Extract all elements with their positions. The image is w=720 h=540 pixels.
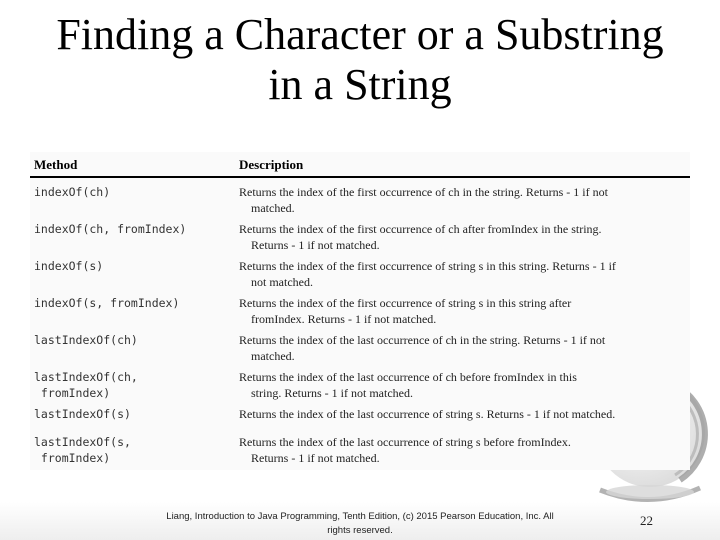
method-cell: lastIndexOf(s, fromIndex) (34, 435, 131, 465)
copyright-footer (150, 510, 570, 538)
description-line: Returns the index of the first occurrence of ch in the string. Returns - 1 if not (239, 185, 608, 199)
method-cell: indexOf(ch) (34, 185, 111, 199)
description-line: Returns the index of the first occurrence of ch after fromIndex in the string. (239, 222, 602, 236)
method-cell: indexOf(ch, fromIndex) (34, 222, 187, 236)
table-row (30, 332, 690, 369)
description-line: Returns the index of the last occurrence of string s before fromIndex. (239, 435, 571, 449)
description-line: Returns the index of the last occurrence of string s. Returns - 1 if not matched. (239, 407, 616, 421)
table-header-row (30, 152, 690, 177)
description-line: matched. (251, 201, 295, 215)
table-row (30, 369, 690, 406)
table-row (30, 177, 690, 221)
slide-title (0, 10, 720, 110)
footer-line-1: Liang, Introduction to Java Programming, Tenth Edition, (c) 2015 Pearson Education, Inc. All (166, 511, 554, 522)
description-line: not matched. (251, 275, 313, 289)
description-line: string. Returns - 1 if not matched. (251, 386, 413, 400)
table-row (30, 406, 690, 434)
footer-line-2: rights reserved. (327, 525, 393, 536)
description-line: Returns - 1 if not matched. (251, 238, 380, 252)
method-cell: indexOf(s) (34, 259, 104, 273)
method-cell: lastIndexOf(s) (34, 407, 131, 421)
description-cell (235, 369, 690, 406)
header-method: Method (30, 152, 235, 177)
method-cell: lastIndexOf(ch) (34, 333, 138, 347)
description-line: Returns the index of the first occurrence of string s in this string after (239, 296, 572, 310)
table-row (30, 434, 690, 466)
description-cell (235, 258, 690, 295)
title-line-1: Finding a Character or a Substring (56, 10, 664, 59)
description-cell (235, 177, 690, 221)
method-cell: lastIndexOf(ch, fromIndex) (34, 370, 138, 400)
table-row (30, 221, 690, 258)
title-line-2: in a String (268, 60, 452, 109)
description-line: fromIndex. Returns - 1 if not matched. (251, 312, 437, 326)
table-row (30, 258, 690, 295)
header-description: Description (235, 152, 690, 177)
description-line: Returns the index of the last occurrence of ch in the string. Returns - 1 if not (239, 333, 606, 347)
description-line: Returns - 1 if not matched. (251, 451, 380, 465)
description-cell (235, 295, 690, 332)
description-cell (235, 221, 690, 258)
methods-table (30, 152, 690, 466)
description-line: matched. (251, 349, 295, 363)
table-row (30, 295, 690, 332)
description-line: Returns the index of the first occurrence of string s in this string. Returns - 1 if (239, 259, 616, 273)
methods-table-container (30, 152, 690, 470)
description-cell (235, 406, 690, 434)
description-line: Returns the index of the last occurrence of ch before fromIndex in this (239, 370, 577, 384)
method-cell: indexOf(s, fromIndex) (34, 296, 180, 310)
description-cell (235, 332, 690, 369)
page-number: 22 (640, 513, 653, 528)
description-cell (235, 434, 690, 466)
